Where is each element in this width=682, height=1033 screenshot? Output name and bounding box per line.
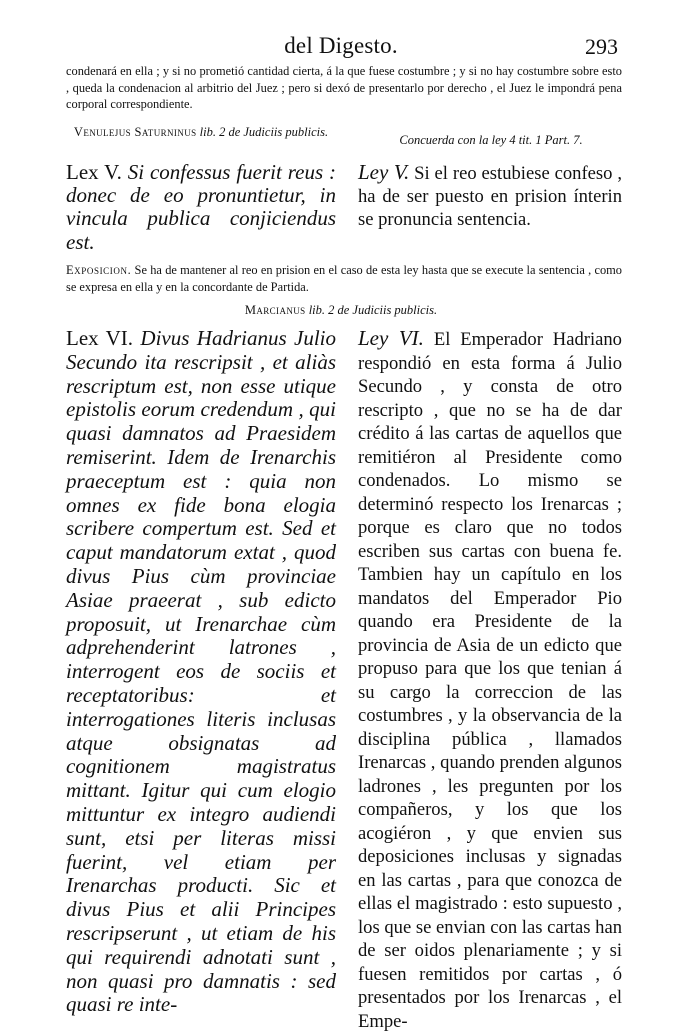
exposition-paragraph bbox=[66, 262, 622, 295]
lex6-latin-heading: Lex VI. bbox=[66, 326, 134, 350]
lex5-latin-heading: Lex V. bbox=[66, 160, 122, 184]
lex5-source-reference: lib. 2 de Judiciis publicis. bbox=[196, 125, 329, 139]
lex6-source-attribution bbox=[0, 303, 682, 318]
exposition-body: Se ha de mantener al reo en prision en el caso de esta ley hasta que se execute la sentencia , como se expresa en ella y en la concordante de Partida. bbox=[66, 263, 622, 294]
lex6-latin-body: Divus Hadrianus Julio Secundo ita rescripsit , et aliàs rescriptum est, non esse utique epistolis eorum credendum , qui quasi damnatos ad Praesidem remiserint. Idem de Irenarchis praeceptum est : quia non omnes ex fide bona elogia scribere compertum est. Sed et caput mandatorum extat , quod divus Pius cùm provinciae Asiae praeerat , sub edicto proposuit, ut Irenarchae cùm adprehenderint latrones , interrogent eos de sociis et receptatoribus: et interrogationes literis inclusas atque obsignatas ad cognitionem magistratus mittant. Igitur qui cum elogio mittuntur ex integro audiendi sunt, etsi per literas missi fuerint, vel etiam per Irenarchas producti. Sic et divus Pius et alii Principes rescripserunt , ut etiam de his qui requirendi adnotati sunt , non quasi pro damnatis : sed quasi re inte- bbox=[66, 326, 337, 1017]
lex6-spanish-text bbox=[358, 327, 622, 1033]
lex5-spanish-body: Si el reo estubiese confeso , ha de ser puesto en prision ínterin se pronuncia sentencia. bbox=[358, 163, 622, 231]
page-number: 293 bbox=[585, 34, 618, 59]
lex6-source-reference: lib. 2 de Judiciis publicis. bbox=[305, 303, 438, 317]
running-title: del Digesto. bbox=[284, 33, 398, 58]
lex6-spanish-body: El Emperador Hadriano respondió en esta forma á Julio Secundo , y consta de otro rescripto , que no se ha de dar crédito á las cartas de aquellos que remitiéron al Presidente como condenados. Lo mismo se determinó respecto los Irenarcas ; porque es claro que no todos escriben sus cartas con buena fe. Tambien hay un capítulo en los mandatos del Emperador Pio quando era Presidente de la provincia de Asia de un edicto que propuso para que los que tenian á su cargo la correccion de las costumbres , y la observancia de la disciplina pública , llamados Irenarcas , quando prenden algunos ladrones , les pregunten por los compañeros, y los que los acogiéron , y que envien sus deposiciones inclusas y signadas en las cartas , para que conozca de ellas el magistrado : esto supuesto , los que se envian con las cartas han de ser oidos plenariamente ; y si fuesen remitidos por cartas , ó presentados por los Irenarcas , el Empe- bbox=[358, 329, 622, 1032]
exposition-label: Exposicion. bbox=[66, 263, 132, 277]
lex5-latin-body: Si confessus fuerit reus : donec de eo pronuntietur, in vincula publica conjiciendus est. bbox=[66, 160, 336, 254]
lex5-source-attribution bbox=[66, 125, 336, 140]
lex6-latin-text bbox=[66, 327, 336, 1017]
top-paragraph: condenará en ella ; y si no prometió cantidad cierta, á la que fuese costumbre ; y si no hay costumbre sobre esto , queda la condenacion al arbitrio del Juez ; pero si dexó de presentarlo por derecho , el Juez le impondrá pena corporal correspondiente. bbox=[66, 64, 622, 112]
lex5-spanish-heading: Ley V. bbox=[358, 160, 410, 184]
lex5-latin-text bbox=[66, 161, 336, 254]
lex5-concordance-note: Concuerda con la ley 4 tit. 1 Part. 7. bbox=[399, 133, 583, 147]
lex6-source-author: Marcianus bbox=[244, 303, 306, 317]
lex5-source-author: Venulejus Saturninus bbox=[73, 125, 197, 139]
lex6-spanish-heading: Ley VI. bbox=[358, 326, 424, 350]
lex5-spanish-text bbox=[358, 161, 622, 232]
